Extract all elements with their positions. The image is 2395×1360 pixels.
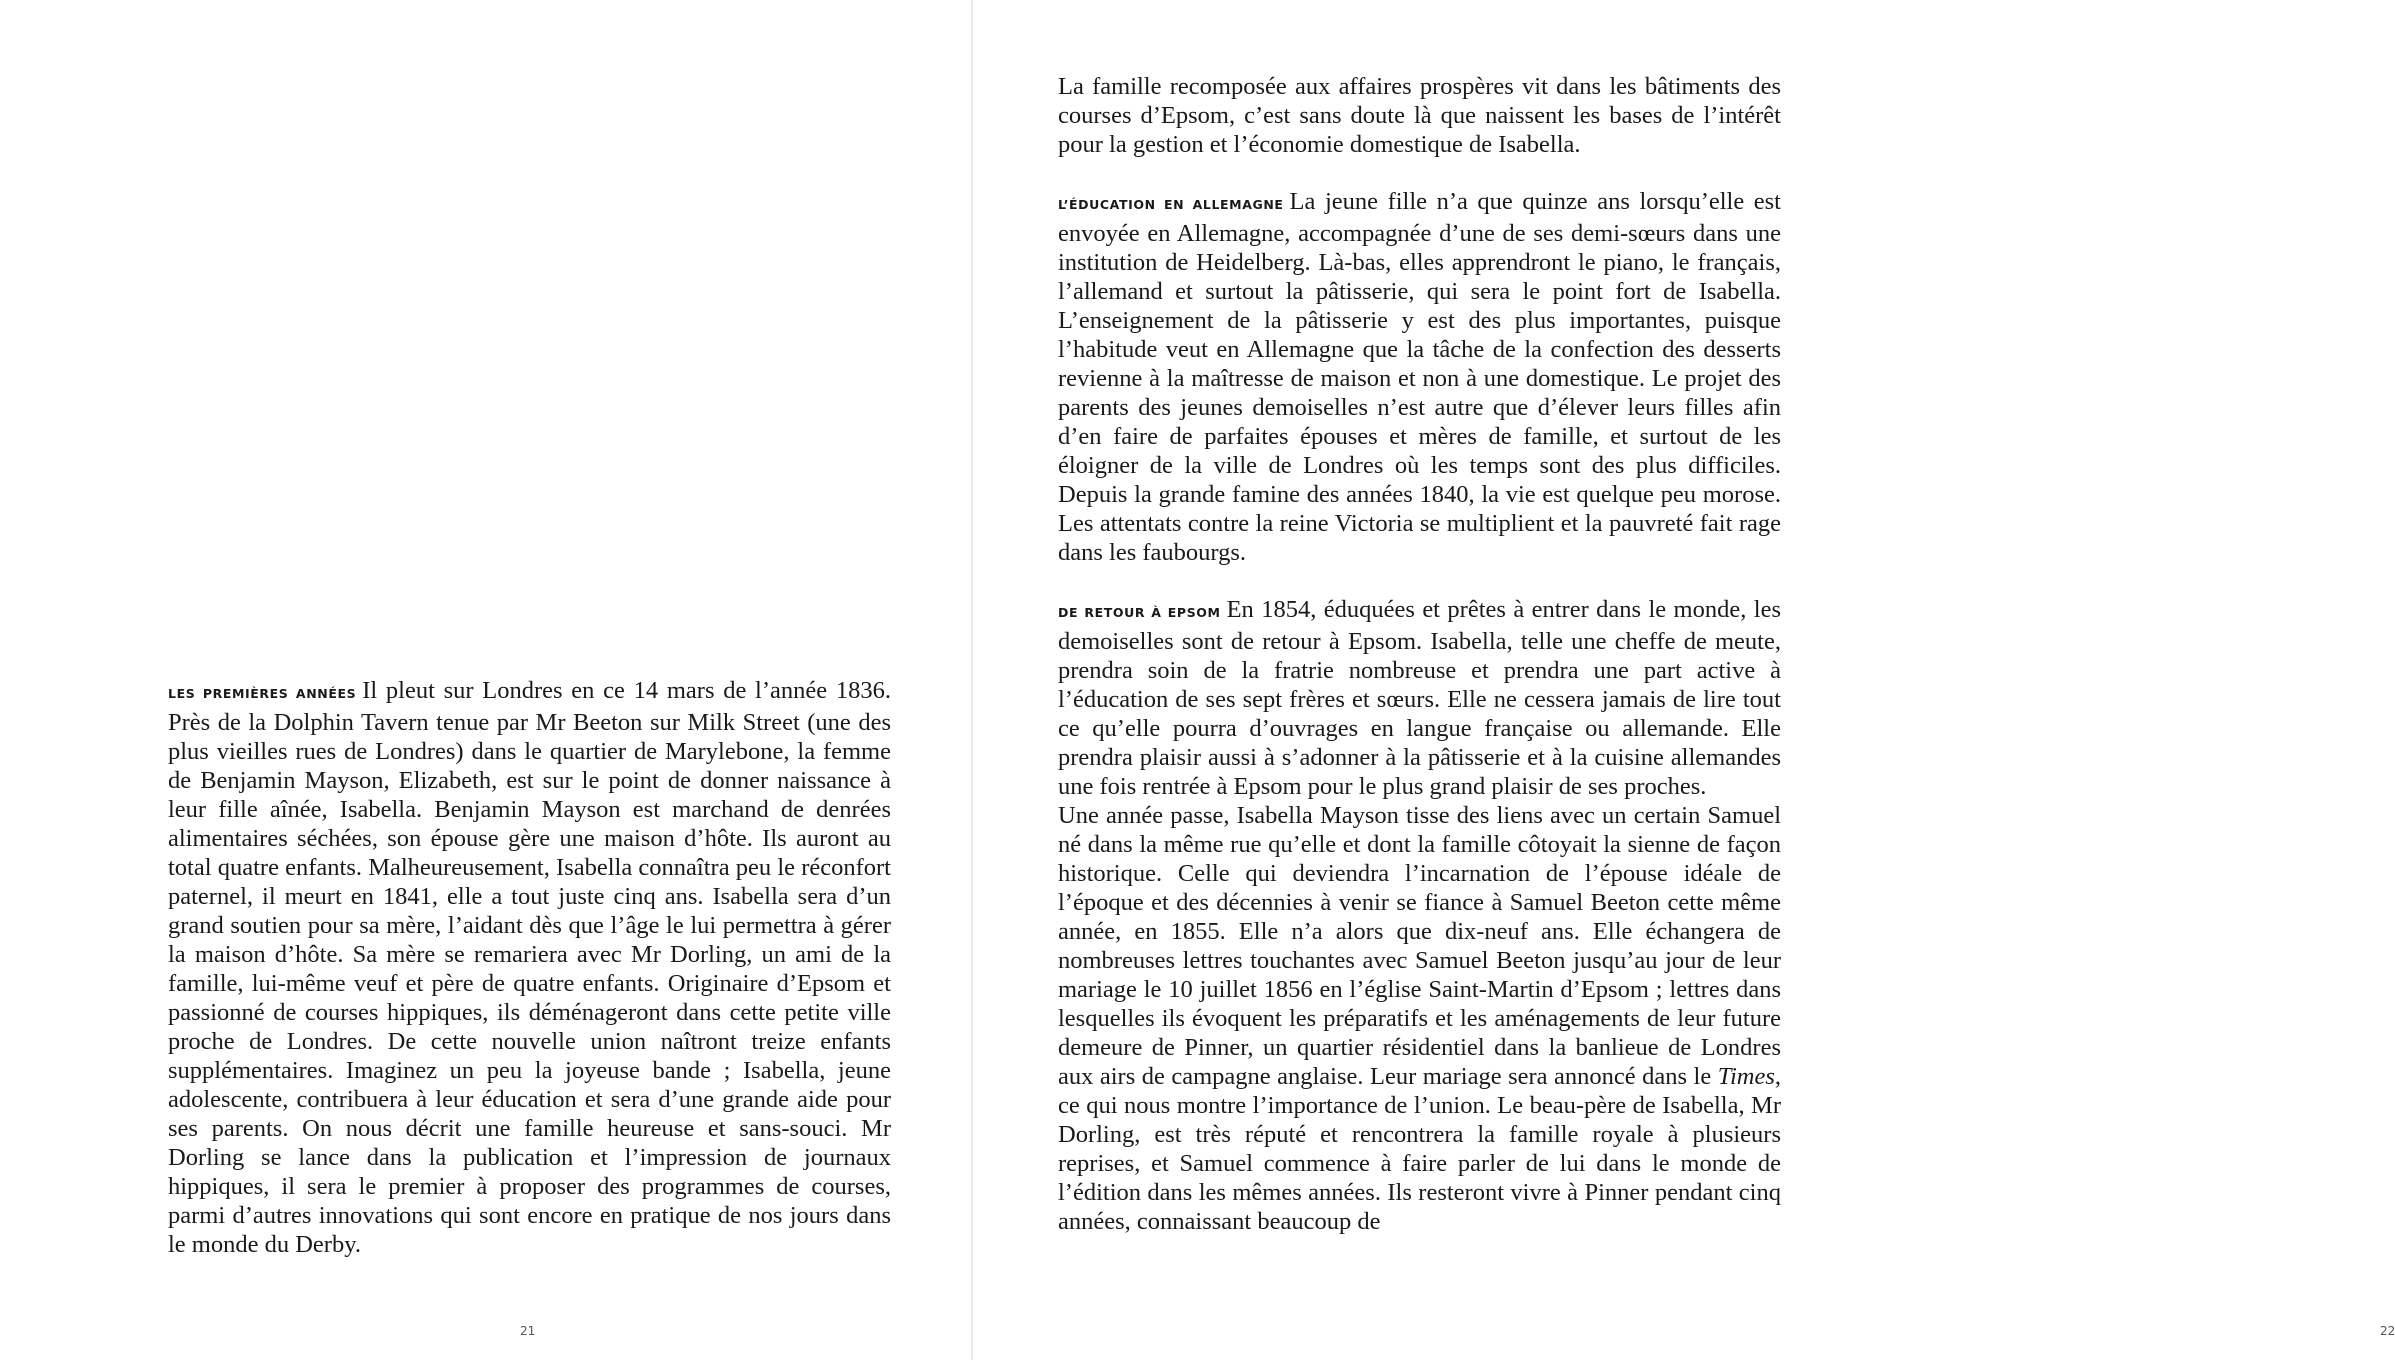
paragraph-fiancailles [1058,801,1781,1236]
paragraph-text: En 1854, éduquées et prêtes à entrer dans le monde, les demoiselles sont de retour à Epsom. Isabella, telle une cheffe de meute, prendra soin de la fratrie nombreuse et prendra une part active à l’éducation de ses sept frères et sœurs. Elle ne cessera jamais de lire tout ce qu’elle pourra d’ouvrages en langue française ou allemande. Elle prendra plaisir aussi à s’adonner à la pâtisserie et à la cuisine allemandes une fois rentrée à Epsom pour le plus grand plaisir de ses proches. [1058,596,1781,800]
paragraph-retour-epsom [1058,595,1781,801]
section-heading-retour-epsom: DE RETOUR À EPSOM [1058,605,1221,620]
paragraph-text: La jeune fille n’a que quinze ans lorsqu’elle est envoyée en Allemagne, accompagnée d’une de ses demi-sœurs dans une institution de Heidelberg. Là-bas, elles apprendront le piano, le français, l’allemand et surtout la pâtisserie, qui sera le point fort de Isabella. L’enseignement de la pâtisserie y est des plus importantes, puisque l’habitude veut en Allemagne que la tâche de la confection des desserts revienne à la maîtresse de maison et non à une domestique. Le projet des parents des jeunes demoiselles n’est autre que d’élever leurs filles afin d’en faire de parfaites épouses et mères de famille, et surtout de les éloigner de la ville de Londres où les temps sont des plus difficiles. Depuis la grande famine des années 1840, la vie est quelque peu morose. Les attentats contre la reine Victoria se multiplient et la pauvreté fait rage dans les faubourgs. [1058,188,1781,566]
left-page [0,0,973,1360]
page-number-left: 21 [520,1324,536,1338]
paragraph-text-part2: , ce qui nous montre l’importance de l’union. Le beau-père de Isabella, Mr Dorling, est très réputé et rencontrera la famille royale à plusieurs reprises, et Samuel commence à faire parler de lui dans le monde de l’édition dans les mêmes années. Ils resteront vivre à Pinner pendant cinq années, connaissant beaucoup de [1058,1063,1781,1235]
paragraph-premieres-annees [168,676,891,1259]
paragraph-text: Il pleut sur Londres en ce 14 mars de l’année 1836. Près de la Dolphin Tavern tenue par Mr Beeton sur Milk Street (une des plus vieilles rues de Londres) dans le quartier de Marylebone, la femme de Benjamin Mayson, Elizabeth, est sur le point de donner naissance à leur fille aînée, Isabella. Benjamin Mayson est marchand de denrées alimentaires séchées, son épouse gère une maison d’hôte. Ils auront au total quatre enfants. Malheureusement, Isabella connaîtra peu le réconfort paternel, il meurt en 1841, elle a tout juste cinq ans. Isabella sera d’un grand soutien pour sa mère, l’aidant dès que l’âge le lui permettra à gérer la maison d’hôte. Sa mère se remariera avec Mr Dorling, un ami de la famille, lui-même veuf et père de quatre enfants. Originaire d’Epsom et passionné de courses hippiques, ils déménageront dans cette petite ville proche de Londres. De cette nouvelle union naîtront treize enfants supplémentaires. Imaginez un peu la joyeuse bande ; Isabella, jeune adolescente, contribuera à leur éducation et sera d’une grande aide pour ses parents. On nous décrit une famille heureuse et sans-souci. Mr Dorling se lance dans la publication et l’impression de journaux hippiques, il sera le premier à proposer des programmes de courses, parmi d’autres innovations qui sont encore en pratique de nos jours dans le monde du Derby. [168,677,891,1258]
left-page-text [168,676,891,1259]
paragraph-text-part1: Une année passe, Isabella Mayson tisse des liens avec un certain Samuel né dans la même rue qu’elle et dont la famille côtoyait la sienne de façon historique. Celle qui deviendra l’incarnation de l’épouse idéale de l’époque et des décennies à venir se fiance à Samuel Beeton cette même année, en 1855. Elle n’a alors que dix-neuf ans. Elle échangera de nombreuses lettres touchantes avec Samuel Beeton jusqu’au jour de leur mariage le 10 juillet 1856 en l’église Saint-Martin d’Epsom ; lettres dans lesquelles ils évoquent les préparatifs et les aménagements de leur future demeure de Pinner, un quartier résidentiel dans la banlieue de Londres aux airs de campagne anglaise. Leur mariage sera annoncé dans le [1058,802,1781,1090]
paragraph-opening: La famille recomposée aux affaires prospères vit dans les bâtiments des courses d’Epsom, c’est sans doute là que naissent les bases de l’intérêt pour la gestion et l’économie domestique de Isabella. [1058,73,1781,158]
section-heading-education-allemagne: L’ÉDUCATION EN ALLEMAGNE [1058,197,1284,212]
section-heading-premieres-annees: LES PREMIÈRES ANNÉES [168,686,357,701]
paragraph-education-allemagne [1058,187,1781,567]
page-number-right: 22 [2380,1324,2395,1338]
right-page [973,0,2395,1360]
newspaper-title-times: Times [1717,1063,1775,1090]
right-page-text [1058,72,1781,1236]
